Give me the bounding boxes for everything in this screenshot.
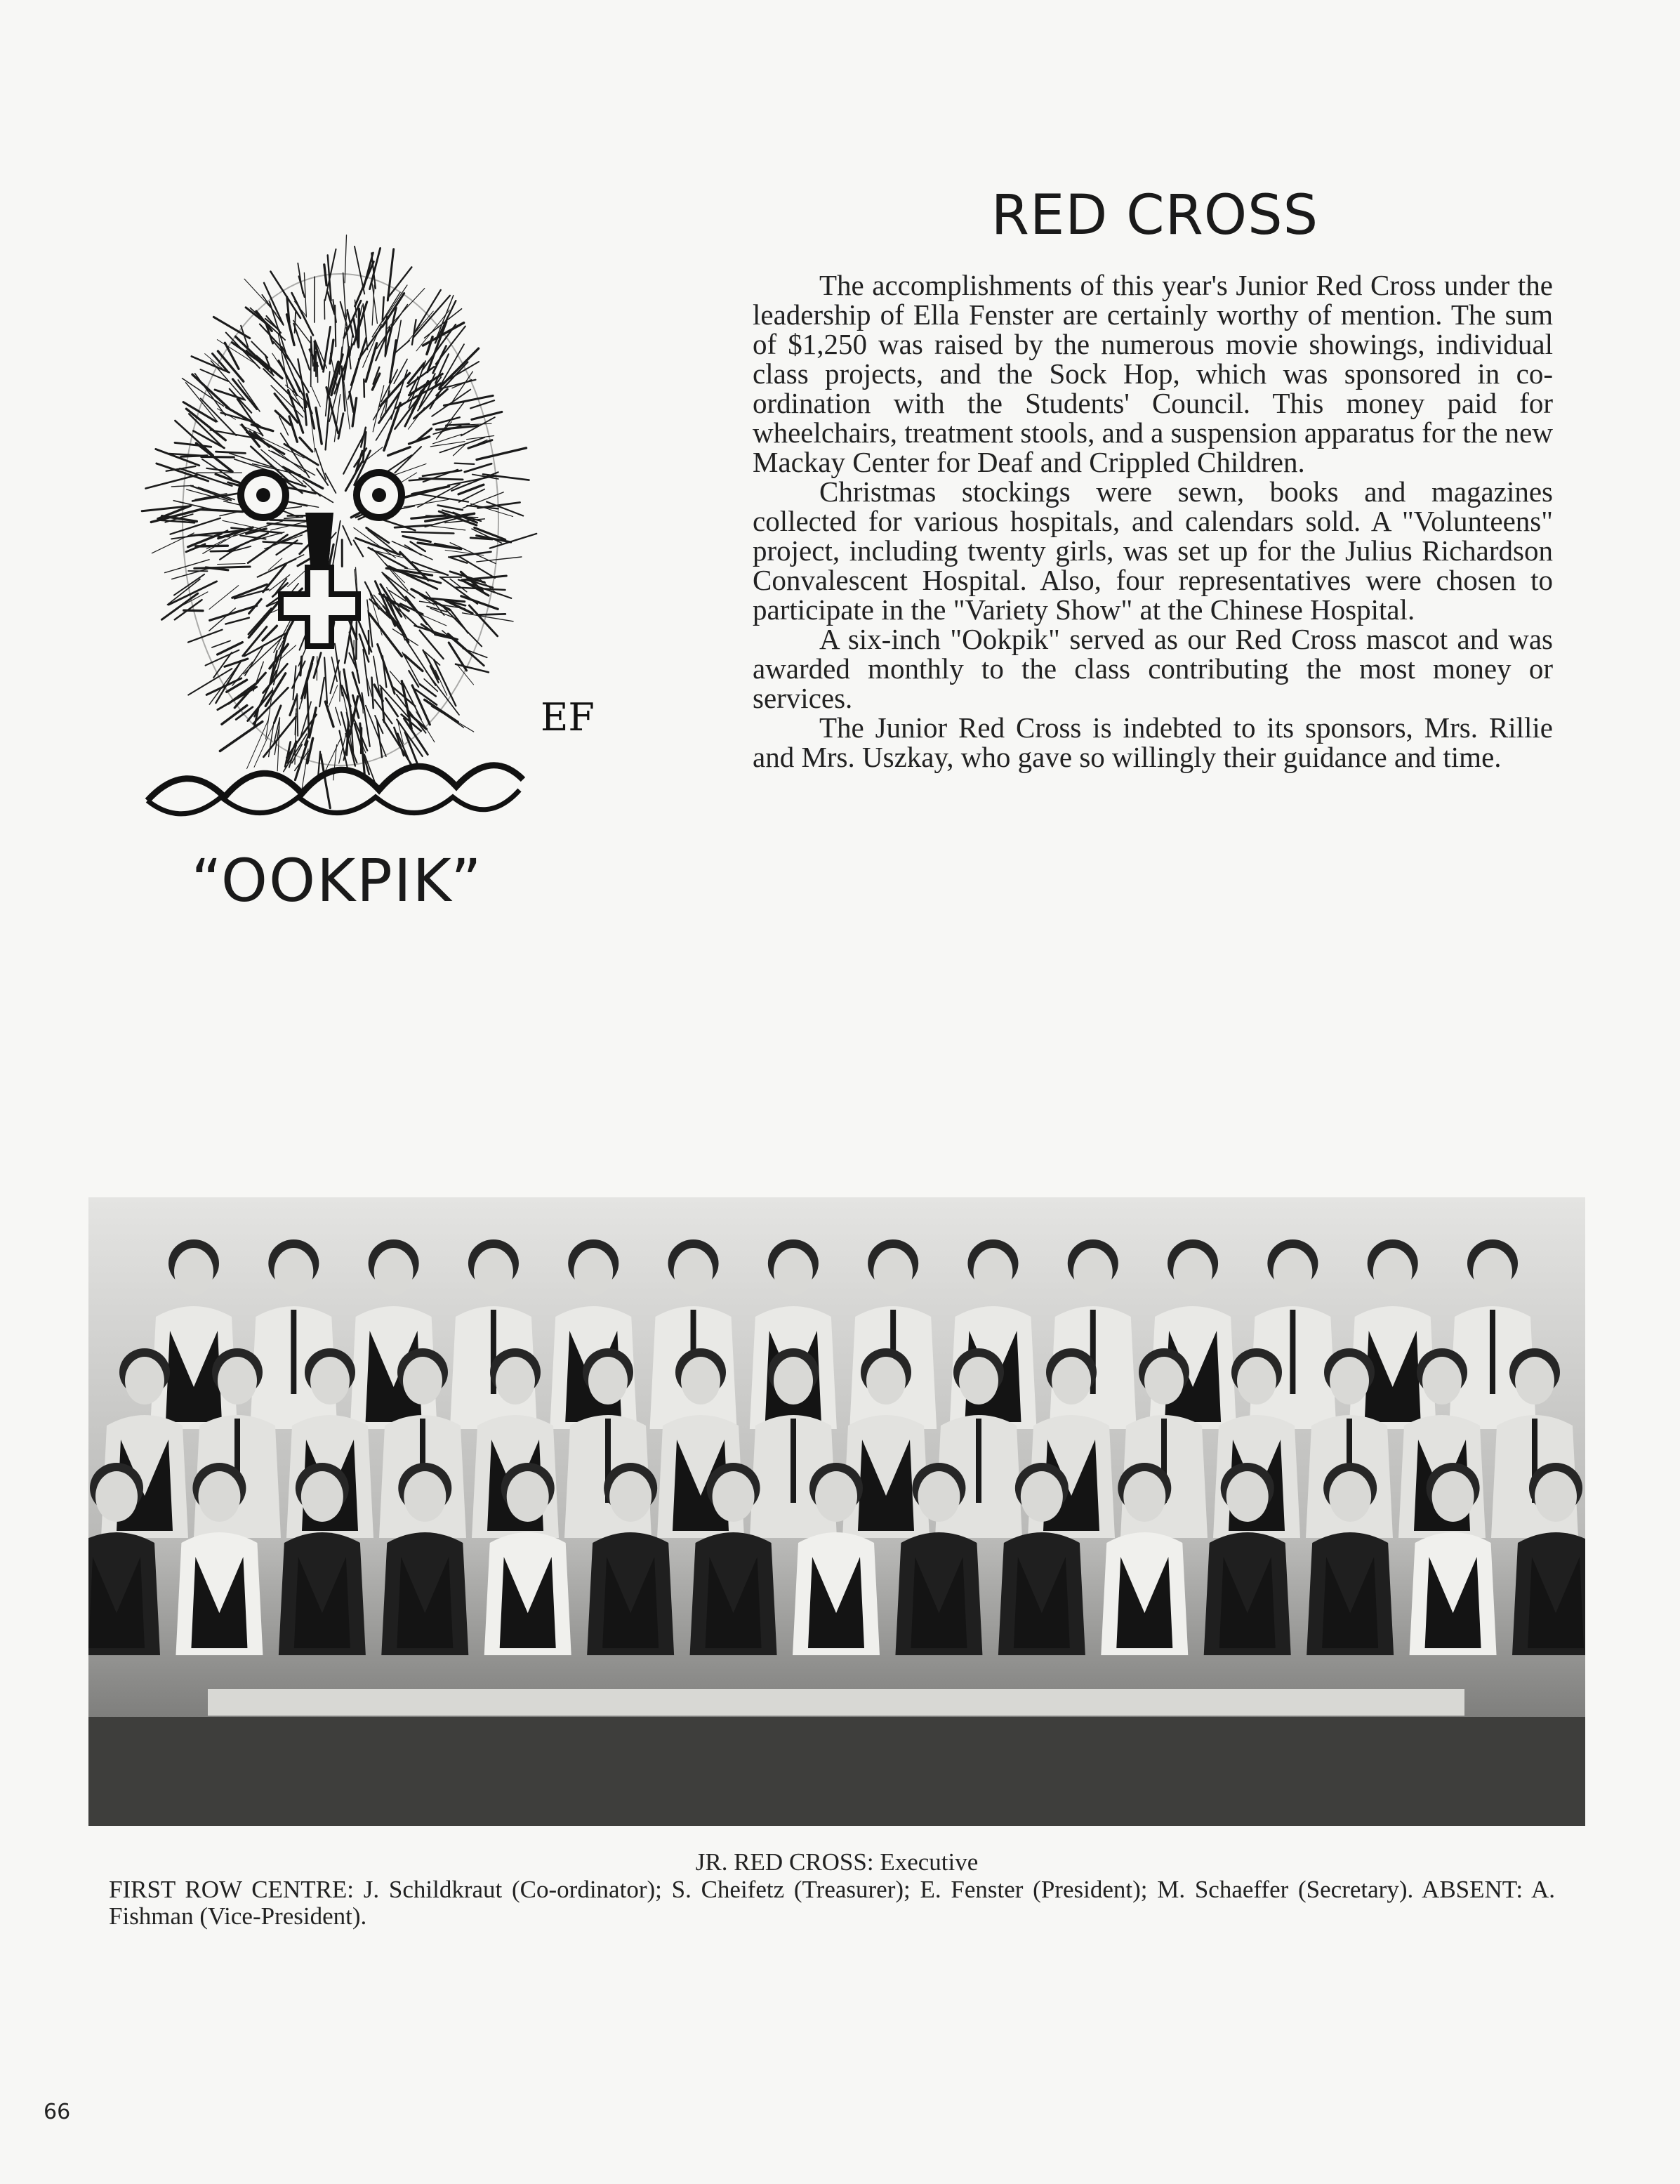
student-face [95,1471,138,1522]
student-face [1052,1357,1091,1405]
student-face [574,1248,613,1296]
student-face [713,1471,755,1522]
student-face [959,1357,998,1405]
student-face [125,1357,164,1405]
mascot-caption: “OOKPIK” [191,846,483,915]
student-face [774,1248,813,1296]
student-face [1273,1248,1312,1296]
photo-title: JR. RED CROSS: Executive [695,1848,979,1876]
student-face [374,1248,414,1296]
student-face [404,1471,446,1522]
student-face [1226,1471,1269,1522]
article-paragraph: The Junior Red Cross is indebted to its sponsors, Mrs. Rillie and Mrs. Uszkay, who gave so willingly their guidance and time. [753,711,1553,773]
student-face [507,1471,549,1522]
student-face [474,1248,513,1296]
student-face [403,1357,442,1405]
student-face [774,1357,813,1405]
student-face [274,1248,313,1296]
student-face [1535,1471,1577,1522]
page-title: RED CROSS [991,184,1319,247]
student-face [918,1471,960,1522]
student-face [1237,1357,1276,1405]
group-photo [88,1197,1585,1826]
student-face [1123,1471,1165,1522]
student-face [1422,1357,1462,1405]
article-paragraph: A six-inch "Ookpik" served as our Red Cross mascot and was awarded monthly to the class contributing the most money or services. [753,623,1553,714]
student-face [1329,1471,1371,1522]
student-face [674,1248,713,1296]
student-face [1173,1248,1212,1296]
student-face [301,1471,343,1522]
student-face [588,1357,628,1405]
student-face [681,1357,720,1405]
student-face [609,1471,652,1522]
student-face [1021,1471,1063,1522]
photo-caption: FIRST ROW CENTRE: J. Schildkraut (Co-ordinator); S. Cheifetz (Treasurer); E. Fenster (President); M. Schaeffer (Secretary). ABSENT: A. Fishman (Vice-President). [109,1876,1555,1930]
student-face [1144,1357,1184,1405]
article-body [753,270,1553,772]
student-face [218,1357,257,1405]
student-face [198,1471,240,1522]
ookpik-owl-icon [84,183,604,920]
student-face [310,1357,350,1405]
student-face [1073,1248,1113,1296]
student-face [973,1248,1012,1296]
student-face [1432,1471,1474,1522]
article-paragraph: The accomplishments of this year's Junior Red Cross under the leadership of Ella Fenster are certainly worthy of mention. The sum of $1,250 was raised by the numerous movie showings, individual class projects, and the Sock Hop, which was sponsored in co-ordination with the Students' Council. This money paid for wheelchairs, treatment stools, and a suspension apparatus for the new Mackay Center for Deaf and Crippled Children. [753,269,1553,478]
artist-monogram: EF [541,695,595,739]
student-face [866,1357,906,1405]
ookpik-illustration [84,183,604,920]
article-paragraph: Christmas stockings were sewn, books and magazines collected for various hospitals, and calendars sold. A "Volunteens" project, including twenty girls, was set up for the Julius Richardson Convalescent Hospital. Also, four representatives were chosen to participate in the "Variety Show" at the Chinese Hospital. [753,475,1553,626]
student-face [815,1471,857,1522]
student-face [1515,1357,1554,1405]
student-face [1473,1248,1512,1296]
student-face [174,1248,213,1296]
student-face [496,1357,535,1405]
page-number: 66 [44,2100,71,2124]
group-photo-icon [88,1197,1585,1826]
student-face [873,1248,913,1296]
student-face [1330,1357,1369,1405]
student-face [1373,1248,1413,1296]
